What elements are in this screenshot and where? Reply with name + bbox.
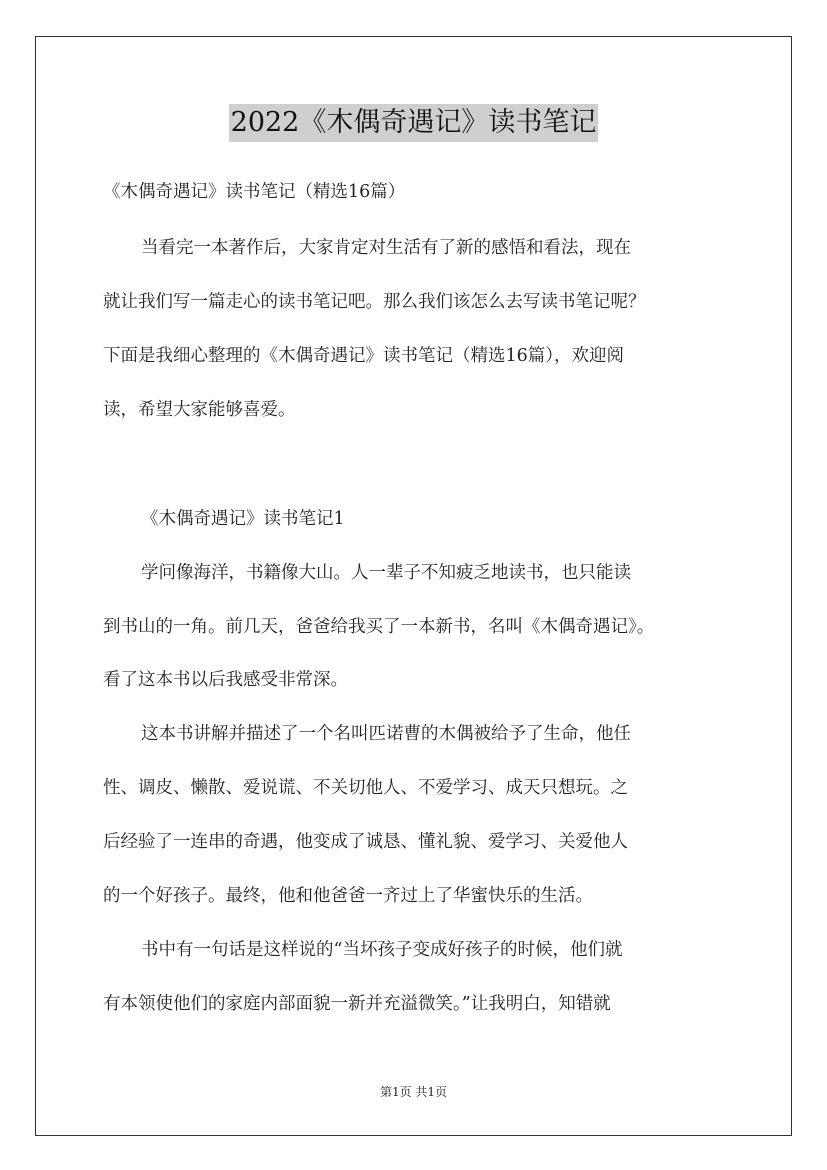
body-line: 到书山的一角。前几天，爸爸给我买了一本新书，名叫《木偶奇遇记》。 [103, 617, 655, 637]
intro-line: 当看完一本著作后，大家肯定对生活有了新的感悟和看法，现在 [141, 238, 631, 258]
body-line: 性、调皮、懒散、爱说谎、不关切他人、不爱学习、成天只想玩。之 [103, 778, 628, 798]
page-footer: 第1页 共1页 [379, 1085, 448, 1099]
intro-line: 读，希望大家能够喜爱。 [103, 400, 296, 420]
section-heading: 《木偶奇遇记》读书笔记1 [141, 509, 345, 529]
body-line: 有本领使他们的家庭内部面貌一新并充溢微笑。”让我明白，知错就 [103, 994, 611, 1014]
intro-line: 就让我们写一篇走心的读书笔记吧。那么我们该怎么去写读书笔记呢？ [103, 292, 646, 312]
body-line: 看了这本书以后我感受非常深。 [103, 670, 348, 690]
body-line: 的一个好孩子。最终，他和他爸爸一齐过上了华蜜快乐的生活。 [103, 886, 593, 906]
body-line: 书中有一句话是这样说的“当坏孩子变成好孩子的时候，他们就 [141, 940, 623, 960]
document-subtitle: 《木偶奇遇记》读书笔记（精选16篇） [103, 182, 406, 202]
title-container [0, 104, 827, 142]
body-line: 这本书讲解并描述了一个名叫匹诺曹的木偶被给予了生命，他任 [141, 724, 631, 744]
body-line: 后经验了一连串的奇遇，他变成了诚恳、懂礼貌、爱学习、关爱他人 [103, 832, 628, 852]
intro-line: 下面是我细心整理的《木偶奇遇记》读书笔记（精选16篇），欢迎阅 [103, 346, 625, 366]
body-line: 学问像海洋，书籍像大山。人一辈子不知疲乏地读书，也只能读 [141, 563, 631, 583]
document-title: 2022《木偶奇遇记》读书笔记 [229, 104, 599, 142]
